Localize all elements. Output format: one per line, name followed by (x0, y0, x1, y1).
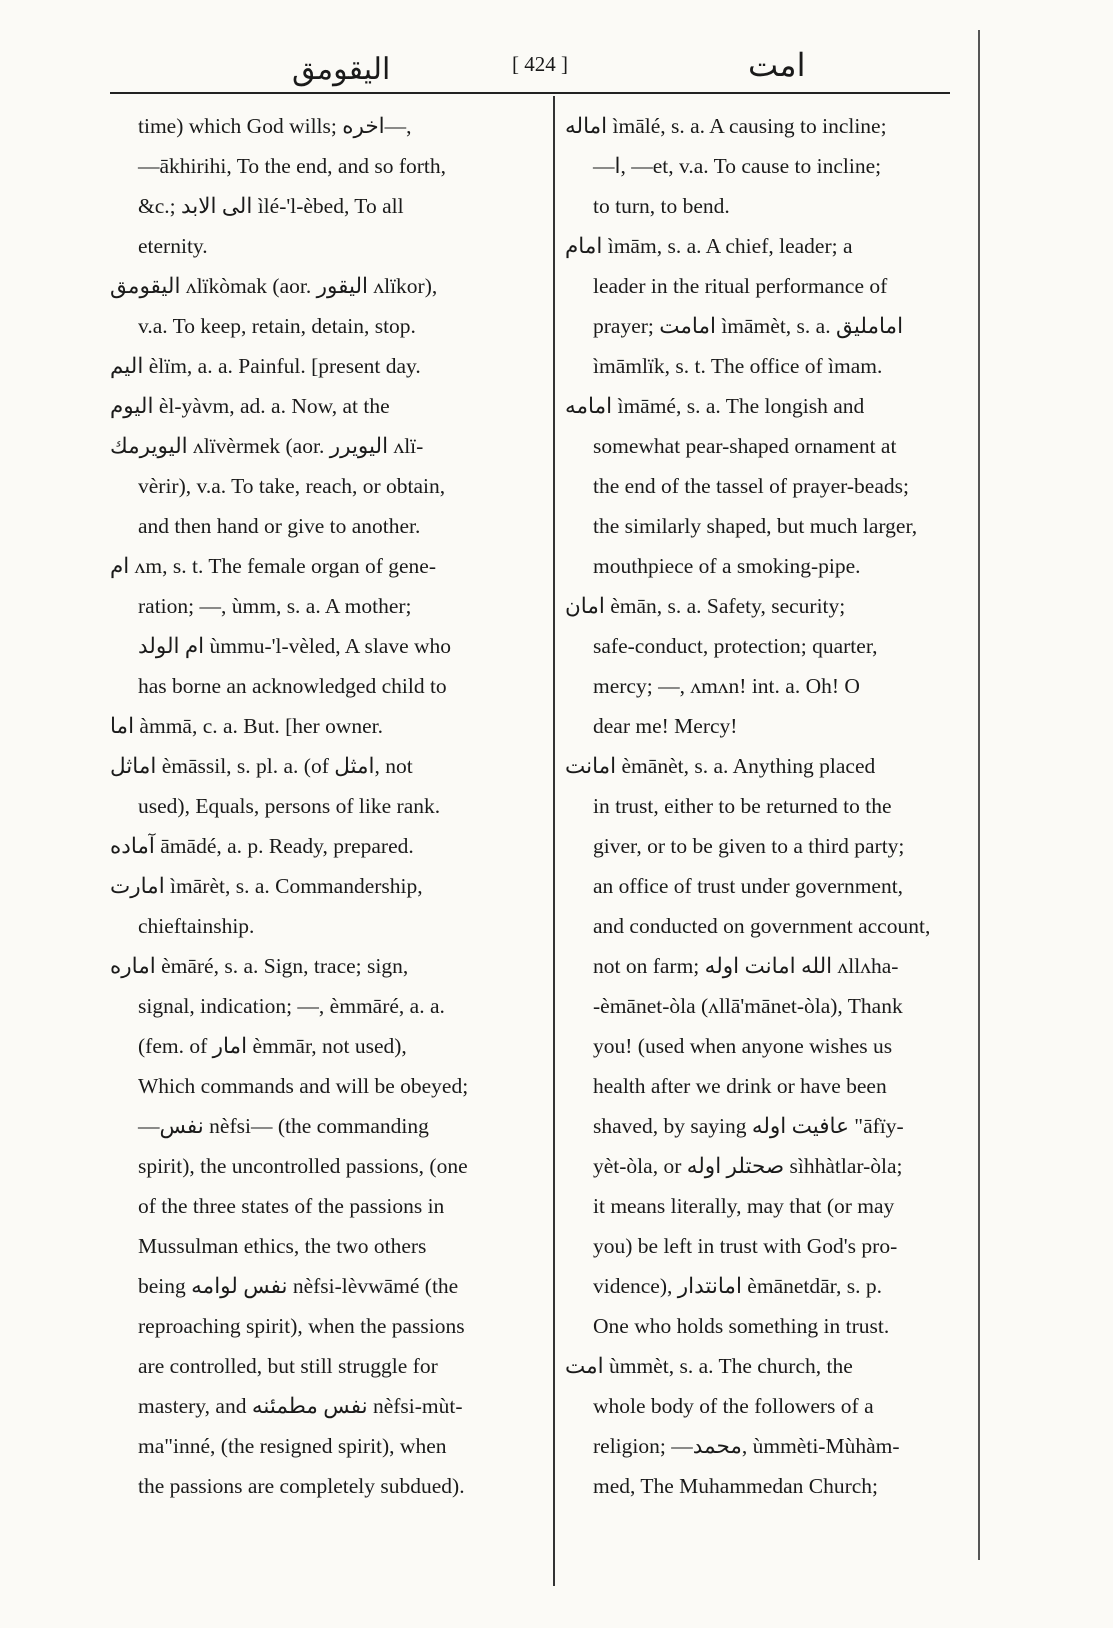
entry-line: chieftainship. (138, 914, 255, 938)
entry-line: health after we drink or have been (593, 1074, 887, 1098)
entry-line: you! (used when anyone wishes us (593, 1034, 893, 1058)
entry-line: in trust, either to be returned to the (593, 794, 892, 818)
entry-line: not on farm; الله امانت اوله ʌllʌha- (593, 954, 899, 978)
page-edge-line (978, 30, 980, 1560)
entry-line: vèrir), v.a. To take, reach, or obtain, (138, 474, 446, 498)
entry-line: ma"inné, (the resigned spirit), when (138, 1434, 447, 1458)
entry-headword-line: اماره èmāré, s. a. Sign, trace; sign, (110, 954, 409, 978)
left-column (110, 106, 540, 1506)
entry-headword-line: امامه ìmāmé, s. a. The longish and (565, 394, 865, 418)
entry-headword-line: اليوم èl-yàvm, ad. a. Now, at the (110, 394, 390, 418)
entry-line: ام الولد ùmmu-'l-vèled, A slave who (138, 634, 452, 658)
page-number: [ 424 ] (512, 52, 568, 76)
entry-headword-line: آماده āmādé, a. p. Ready, prepared. (110, 834, 414, 858)
entry-headword-line: اماثل èmāssil, s. pl. a. (of امثل, not (110, 754, 413, 778)
entry-headword-line: امان èmān, s. a. Safety, security; (565, 594, 846, 618)
entry-line: reproaching spirit), when the passions (138, 1314, 465, 1338)
entry-line: giver, or to be given to a third party; (593, 834, 905, 858)
entry-line: mastery, and نفس مطمئنه nèfsi-mùt- (138, 1394, 463, 1418)
entry-line: &c.; الى الابد ìlé-'l-èbed, To all (138, 194, 404, 218)
entry-line: of the three states of the passions in (138, 1194, 445, 1218)
entry-line: eternity. (138, 234, 208, 258)
entry-line: are controlled, but still struggle for (138, 1354, 438, 1378)
entry-line: v.a. To keep, retain, detain, stop. (138, 314, 416, 338)
entry-line: spirit), the uncontrolled passions, (one (138, 1154, 468, 1178)
entry-line: being نفس لوامه nèfsi-lèvwāmé (the (138, 1274, 459, 1298)
header-rule (110, 92, 950, 94)
entry-line: —نفس nèfsi— (the commanding (138, 1114, 429, 1138)
entry-line: time) which God wills; اخره—, (138, 114, 412, 138)
entry-headword-line: اماله ìmālé, s. a. A causing to incline; (565, 114, 887, 138)
entry-line: and conducted on government account, (593, 914, 931, 938)
right-column (565, 106, 965, 1506)
entry-line: somewhat pear-shaped ornament at (593, 434, 897, 458)
entry-line: shaved, by saying عافيت اوله "āfïy- (593, 1114, 904, 1138)
entry-line: prayer; امامت ìmāmèt, s. a. امامليق (593, 314, 904, 338)
entry-line: One who holds something in trust. (593, 1314, 890, 1338)
entry-headword-line: امانت èmānèt, s. a. Anything placed (565, 754, 876, 778)
entry-line: the similarly shaped, but much larger, (593, 514, 918, 538)
entry-line: the passions are completely subdued). (138, 1474, 465, 1498)
entry-headword-line: امارت ìmārèt, s. a. Commandership, (110, 874, 423, 898)
entry-line: yèt-òla, or صحتلر اوله sìhhàtlar-òla; (593, 1154, 903, 1178)
entry-line: leader in the ritual performance of (593, 274, 888, 298)
entry-line: dear me! Mercy! (593, 714, 738, 738)
entry-headword-line: امام ìmām, s. a. A chief, leader; a (565, 234, 853, 258)
entry-line: Which commands and will be obeyed; (138, 1074, 469, 1098)
entry-line: vidence), امانتدار èmānetdār, s. p. (593, 1274, 882, 1298)
entry-headword-line: ام ʌm, s. t. The female organ of gene- (110, 554, 436, 578)
entry-line: you) be left in trust with God's pro- (593, 1234, 898, 1258)
entry-line: and then hand or give to another. (138, 514, 421, 538)
entry-line: the end of the tassel of prayer-beads; (593, 474, 909, 498)
entry-line: (fem. of امار èmmār, not used), (138, 1034, 407, 1058)
entry-line: Mussulman ethics, the two others (138, 1234, 427, 1258)
header-left-word: اليقومق (292, 52, 391, 87)
entry-line: it means literally, may that (or may (593, 1194, 895, 1218)
entry-line: safe-conduct, protection; quarter, (593, 634, 878, 658)
entry-line: ìmāmlïk, s. t. The office of ìmam. (593, 354, 883, 378)
entry-headword-line: اليقومق ʌlïkòmak (aor. اليقور ʌlïkor), (110, 274, 438, 298)
entry-line: whole body of the followers of a (593, 1394, 874, 1418)
entry-line: —ākhirihi, To the end, and so forth, (138, 154, 447, 178)
entry-headword-line: اما àmmā, c. a. But. [her owner. (110, 714, 384, 738)
entry-line: mouthpiece of a smoking-pipe. (593, 554, 861, 578)
entry-line: used), Equals, persons of like rank. (138, 794, 441, 818)
column-divider (553, 96, 555, 1586)
entry-line: mercy; —, ʌmʌn! int. a. Oh! O (593, 674, 860, 698)
entry-line: ration; —, ùmm, s. a. A mother; (138, 594, 412, 618)
entry-line: med, The Muhammedan Church; (593, 1474, 879, 1498)
entry-line: to turn, to bend. (593, 194, 730, 218)
entry-line: -èmānet-òla (ʌllā'mānet-òla), Thank (593, 994, 903, 1018)
entry-line: religion; —محمد, ùmmèti-Mùhàm- (593, 1434, 900, 1458)
entry-line: has borne an acknowledged child to (138, 674, 447, 698)
entry-headword-line: اليم èlïm, a. a. Painful. [present day. (110, 354, 421, 378)
entry-line: —ا, —et, v.a. To cause to incline; (593, 154, 882, 178)
entry-headword-line: اليويرمك ʌlïvèrmek (aor. اليويرر ʌlï- (110, 434, 424, 458)
entry-line: signal, indication; —, èmmāré, a. a. (138, 994, 445, 1018)
header-right-word: امت (748, 46, 806, 84)
entry-line: an office of trust under government, (593, 874, 904, 898)
entry-headword-line: امت ùmmèt, s. a. The church, the (565, 1354, 853, 1378)
